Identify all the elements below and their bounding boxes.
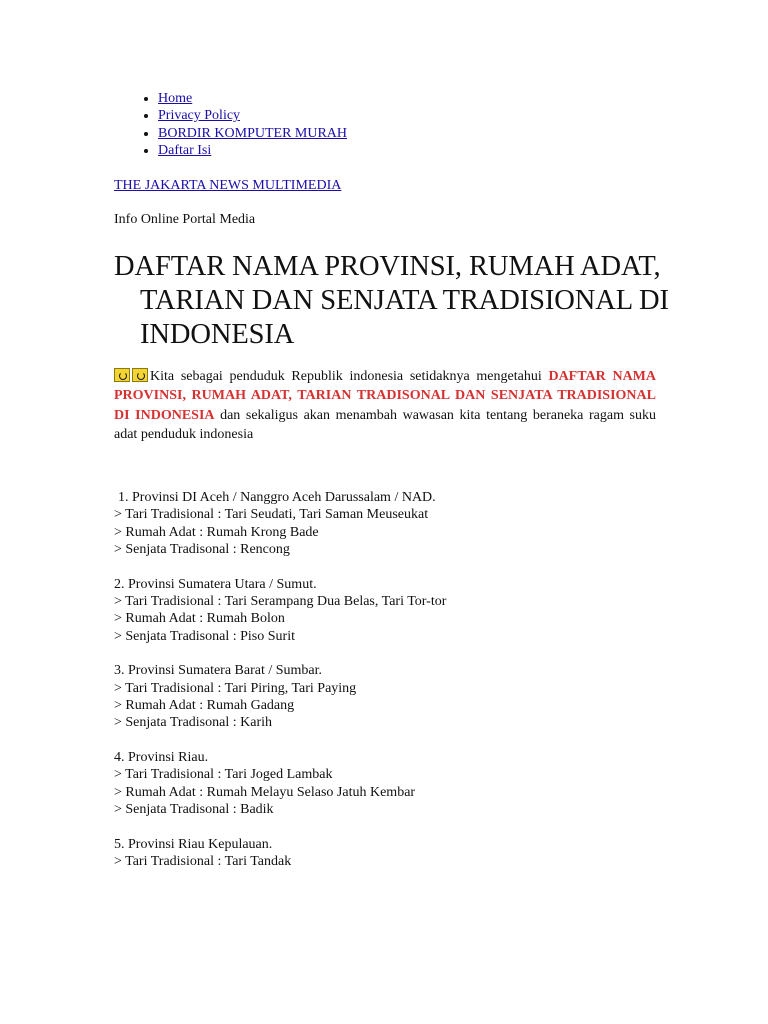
smiley-icon (132, 368, 148, 382)
province-list (114, 489, 674, 888)
province-detail-line: > Senjata Tradisonal : Karih (114, 715, 272, 731)
province-detail-line: > Rumah Adat : Rumah Krong Bade (114, 524, 319, 540)
article-intro (114, 367, 656, 444)
province-detail-line: > Senjata Tradisonal : Rencong (114, 542, 290, 558)
nav-item-home (158, 90, 347, 107)
province-detail-line: > Tari Tradisional : Tari Joged Lambak (114, 767, 333, 783)
article-title: DAFTAR NAMA PROVINSI, RUMAH ADAT, TARIAN DAN SENJATA TRADISIONAL DI INDONESIA (114, 251, 669, 350)
site-tagline: Info Online Portal Media (114, 212, 256, 227)
province-detail-line: > Senjata Tradisonal : Piso Surit (114, 628, 295, 644)
nav-link-home[interactable]: Home (158, 91, 193, 106)
province-heading: 2. Provinsi Sumatera Utara / Sumut. (114, 576, 317, 592)
province-heading: 4. Provinsi Riau. (114, 750, 209, 766)
province-entry (114, 836, 674, 871)
province-entry (114, 749, 674, 818)
nav-item-daftar-isi (158, 142, 347, 159)
intro-highlight-text: DAFTAR NAMA PROVINSI, RUMAH ADAT, TARIAN TRADISONAL DAN SENJATA TRADISIONAL DI INDONESIA (114, 369, 657, 423)
province-entry (114, 576, 674, 645)
nav-item-privacy-policy (158, 107, 347, 124)
intro-tail-text: dan sekaligus akan menambah wawasan kita tentang beraneka ragam suku adat penduduk indonesia (114, 407, 656, 442)
province-detail-line: > Rumah Adat : Rumah Melayu Selaso Jatuh Kembar (114, 784, 416, 800)
nav-item-bordir-komputer (158, 125, 347, 142)
nav-link-bordir-komputer[interactable]: BORDIR KOMPUTER MURAH (158, 125, 348, 141)
province-heading: 1. Provinsi DI Aceh / Nanggro Aceh Darussalam / NAD. (118, 490, 436, 505)
smiley-icon (114, 368, 130, 382)
site-title-link[interactable]: THE JAKARTA NEWS MULTIMEDIA (114, 178, 342, 193)
nav-link-daftar-isi[interactable]: Daftar Isi (158, 142, 212, 158)
province-detail-line: > Rumah Adat : Rumah Gadang (114, 698, 295, 714)
top-nav (114, 90, 347, 159)
province-detail-line: > Tari Tradisional : Tari Serampang Dua Belas, Tari Tor-tor (114, 594, 447, 610)
province-entry (114, 662, 674, 731)
province-detail-line: > Senjata Tradisonal : Badik (114, 802, 274, 818)
intro-lead-text: Kita sebagai penduduk Republik indonesia setidaknya mengetahui (150, 369, 549, 384)
province-detail-line: > Rumah Adat : Rumah Bolon (114, 611, 285, 627)
province-detail-line: > Tari Tradisional : Tari Piring, Tari Paying (114, 680, 357, 696)
province-detail-line: > Tari Tradisional : Tari Seudati, Tari Saman Meuseukat (114, 507, 429, 523)
province-heading: 5. Provinsi Riau Kepulauan. (114, 836, 273, 852)
province-heading: 3. Provinsi Sumatera Barat / Sumbar. (114, 663, 323, 679)
province-detail-line: > Tari Tradisional : Tari Tandak (114, 854, 292, 870)
province-entry (114, 489, 674, 558)
nav-link-privacy-policy[interactable]: Privacy Policy (158, 108, 241, 124)
